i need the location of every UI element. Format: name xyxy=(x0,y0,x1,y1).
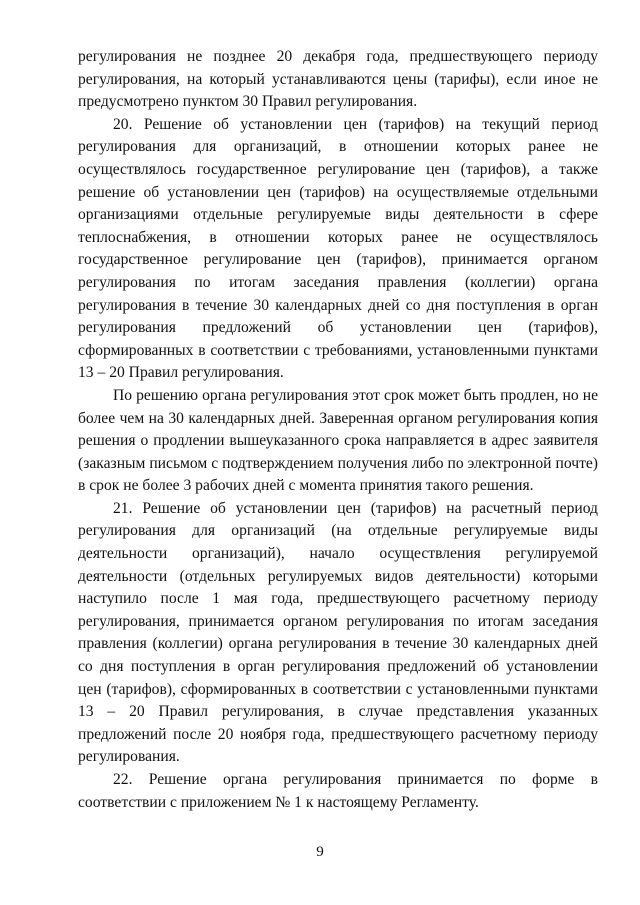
paragraph-item-21: 21. Решение об установлении цен (тарифов) на расчетный период регулирования для организаций (на отдельные регулируемые виды деятельности организаций), начало осуществления регулируемой деятельности (отдельных регулируемых видов деятельности) которыми наступило после 1 мая года, предшествующего расчетному периоду регулирования, принимается органом регулирования по итогам заседания правления (коллегии) органа регулирования в течение 30 календарных дней со дня поступления в орган регулирования предложений об установлении цен (тарифов), сформированных в соответствии с установленными пунктами 13 – 20 Правил регулирования, в случае представления указанных предложений после 20 ноября года, предшествующего расчетному периоду регулирования. xyxy=(78,499,598,766)
paragraph-continuation: регулирования не позднее 20 декабря года, предшествующего периоду регулирования, на который устанавливаются цены (тарифы), если иное не предусмотрено пунктом 30 Правил регулирования. xyxy=(78,48,598,111)
page-number: 9 xyxy=(316,844,324,860)
document-body xyxy=(78,46,598,814)
paragraph-item-20: 20. Решение об установлении цен (тарифов) на текущий период регулирования для организаций, в отношении которых ранее не осуществлялось государственное регулирование цен (тарифов), а также решение об установлении цен (тарифов) на осуществляемые отдельными организациями отдельные регулируемые виды деятельности в сфере теплоснабжения, в отношении которых ранее не осуществлялось государственное регулирование цен (тарифов), принимается органом регулирования по итогам заседания правления (коллегии) органа регулирования в течение 30 календарных дней со дня поступления в орган регулирования предложений об установлении цен (тарифов), сформированных в соответствии с требованиями, установленными пунктами 13 – 20 Правил регулирования. xyxy=(78,115,598,382)
paragraph-item-22: 22. Решение органа регулирования принимается по форме в соответствии с приложением № 1 к настоящему Регламенту. xyxy=(78,771,598,811)
paragraph-extension: По решению органа регулирования этот срок может быть продлен, но не более чем на 30 календарных дней. Заверенная органом регулирования копия решения о продлении вышеуказанного срока направляется в адрес заявителя (заказным письмом с подтверждением получения либо по электронной почте) в срок не более 3 рабочих дней с момента принятия такого решения. xyxy=(78,386,598,495)
